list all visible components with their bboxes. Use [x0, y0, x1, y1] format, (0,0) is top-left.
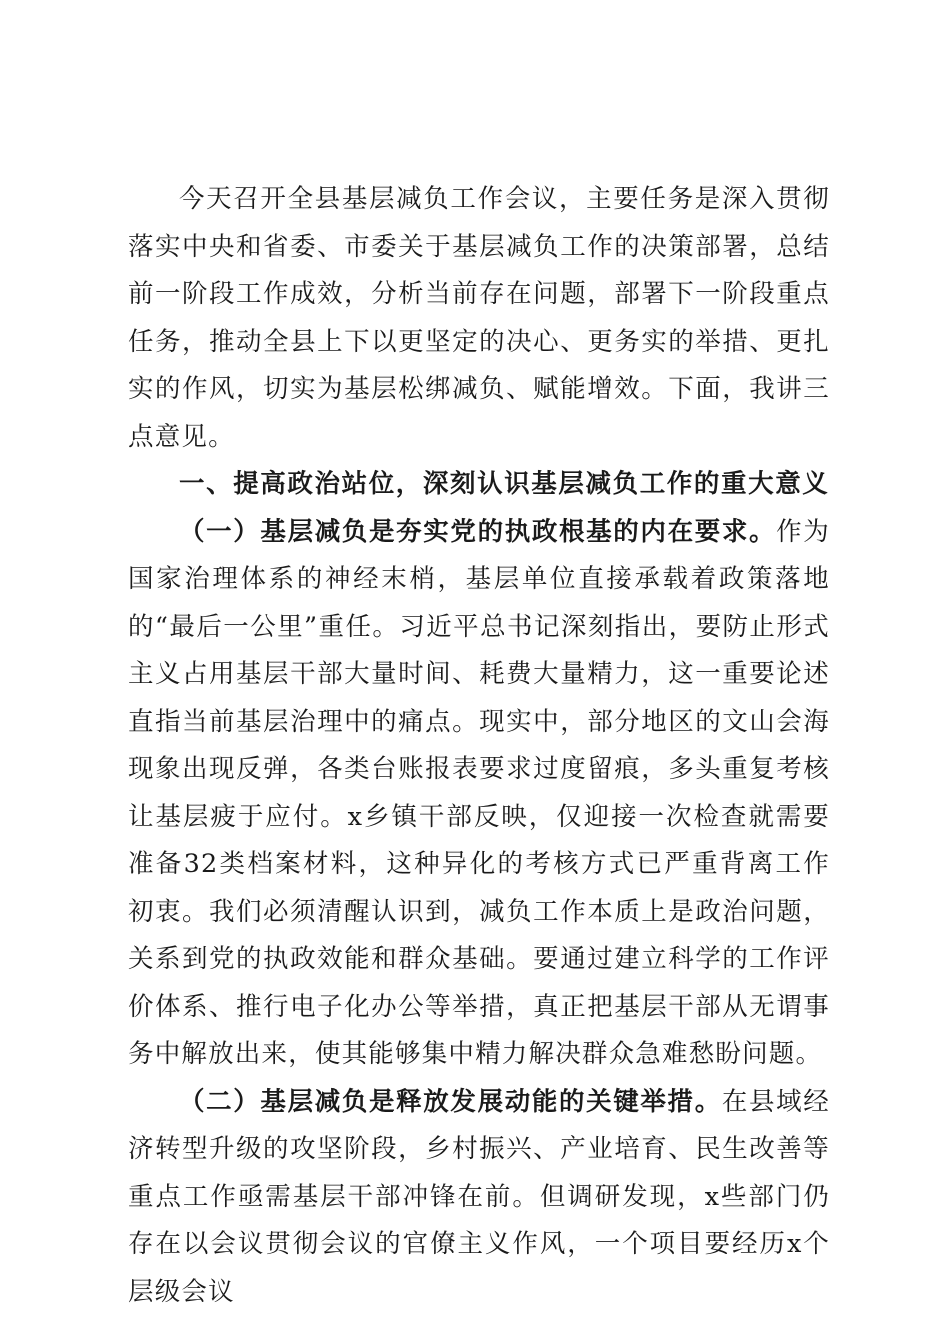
point-1-paragraph — [128, 509, 830, 1079]
point-1-lead: （一）基层减负是夯实党的执政根基的内在要求。 — [179, 516, 777, 547]
point-2-paragraph — [128, 1079, 830, 1317]
document-body — [128, 176, 830, 1316]
point-2-lead: （二）基层减负是释放发展动能的关键举措。 — [179, 1086, 722, 1117]
section-heading-1: 一、提高政治站位，深刻认识基层减负工作的重大意义 — [179, 469, 830, 499]
point-1-body: 作为国家治理体系的神经末梢，基层单位直接承载着政策落地的“最后一公里”重任。习近平总书记深刻指出，要防止形式主义占用基层干部大量时间、耗费大量精力，这一重要论述直指当前基层治理中的痛点。现实中，部分地区的文山会海现象出现反弹，各类台账报表要求过度留痕，多头重复考核让基层疲于应付。x乡镇干部反映，仅迎接一次检查就需要准备32类档案材料，这种异化的考核方式已严重背离工作初衷。我们必须清醒认识到，减负工作本质上是政治问题，关系到党的执政效能和群众基础。要通过建立科学的工作评价体系、推行电子化办公等举措，真正把基层干部从无谓事务中解放出来，使其能够集中精力解决群众急难愁盼问题。 — [128, 516, 830, 1069]
intro-paragraph: 今天召开全县基层减负工作会议，主要任务是深入贯彻落实中央和省委、市委关于基层减负工作的决策部署，总结前一阶段工作成效，分析当前存在问题，部署下一阶段重点任务，推动全县上下以更坚定的决心、更务实的举措、更扎实的作风，切实为基层松绑减负、赋能增效。下面，我讲三点意见。 — [128, 184, 830, 452]
point-2-body: 在县域经济转型升级的攻坚阶段，乡村振兴、产业培育、民生改善等重点工作亟需基层干部冲锋在前。但调研发现，x些部门仍存在以会议贯彻会议的官僚主义作风，一个项目要经历x个层级会议 — [128, 1086, 830, 1307]
